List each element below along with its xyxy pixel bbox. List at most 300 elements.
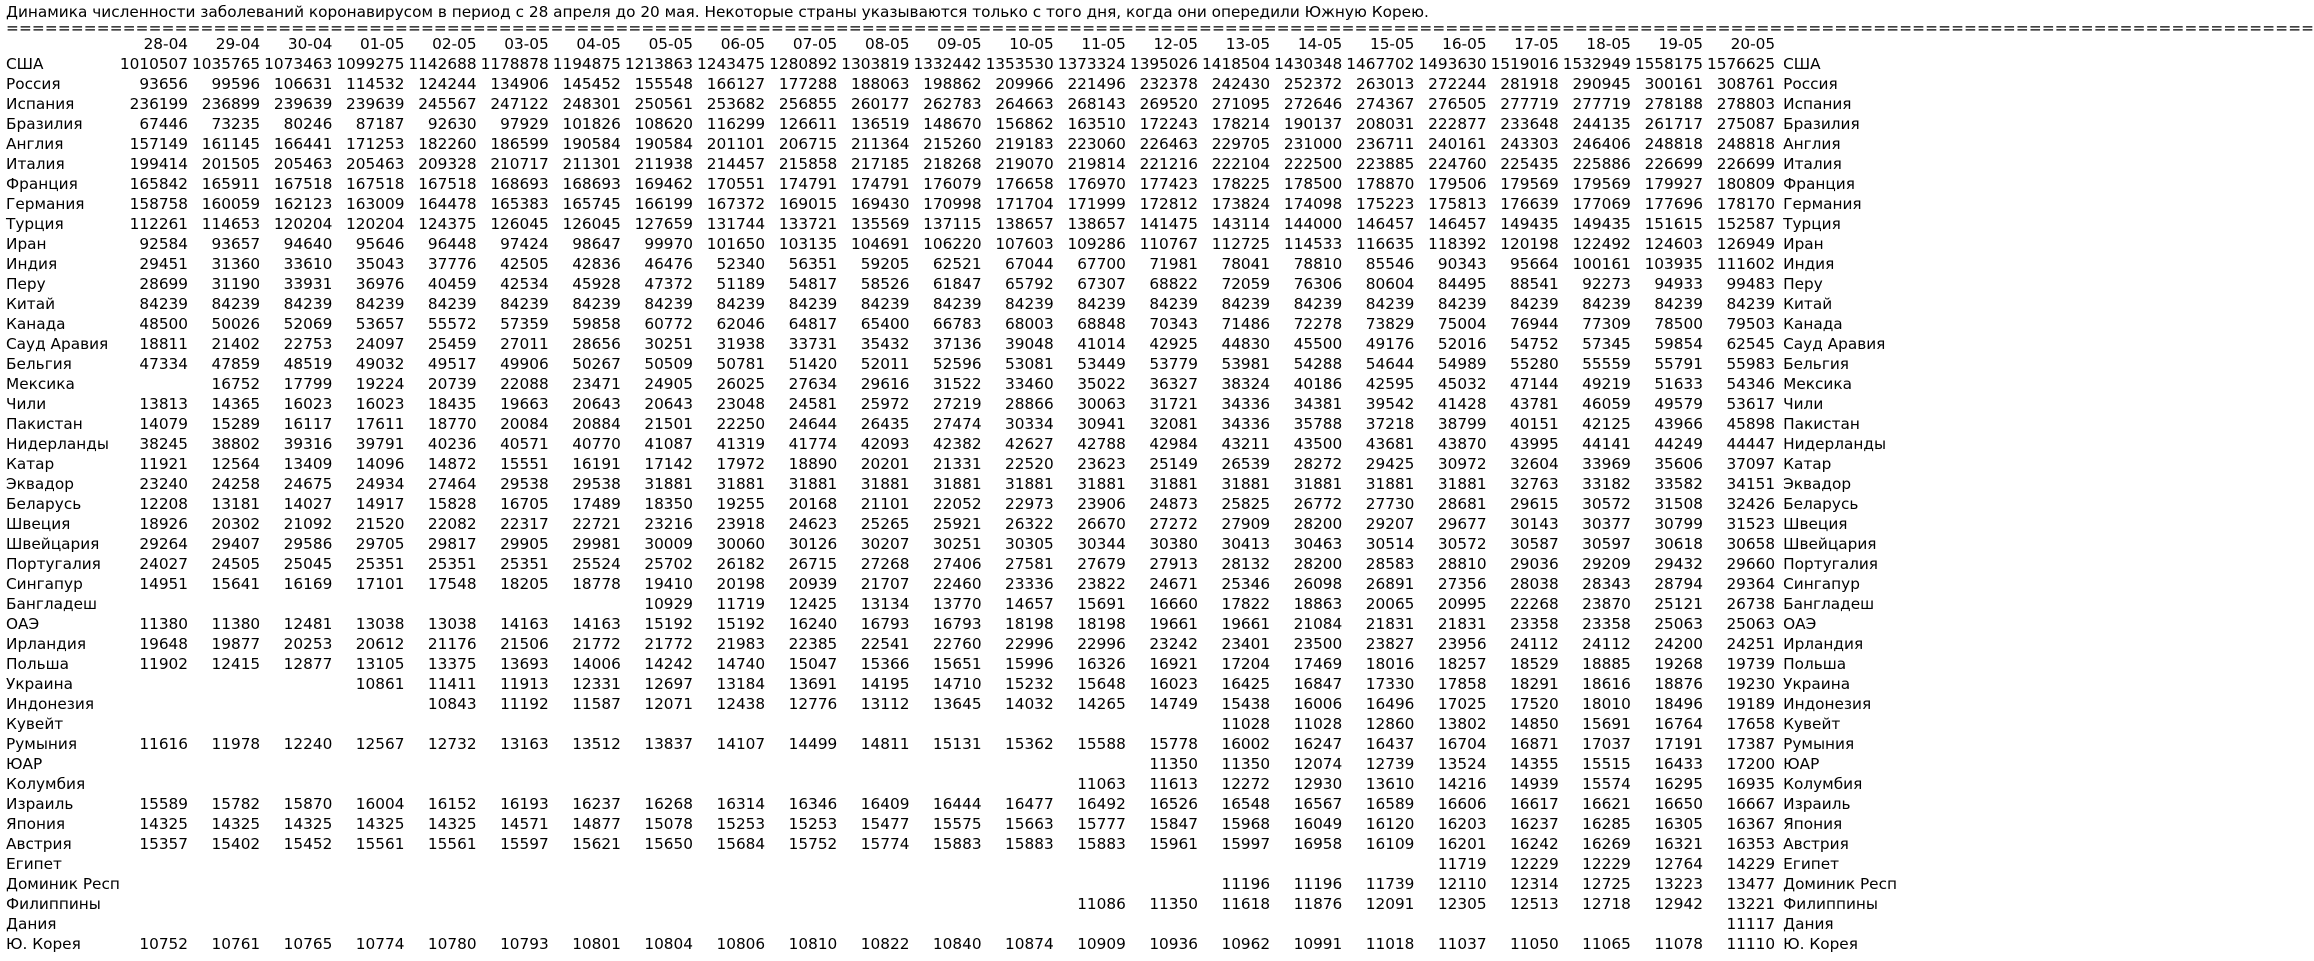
case-count-cell: 30941	[1077, 415, 1126, 433]
case-count-cell: 25524	[572, 555, 621, 573]
country-name: Турция	[6, 215, 64, 233]
case-count-cell: 35432	[860, 335, 910, 353]
case-count-cell: 17469	[1293, 655, 1343, 673]
case-count-cell: 14877	[572, 815, 621, 833]
table-row	[6, 414, 1897, 434]
country-name: Португалия	[6, 555, 101, 573]
case-count-cell: 26670	[1077, 515, 1126, 533]
case-count-cell: 41014	[1077, 335, 1126, 353]
case-count-cell: 55791	[1654, 355, 1703, 373]
case-count-cell: 151615	[1644, 215, 1703, 233]
case-count-cell: 10936	[1149, 935, 1198, 953]
case-count-cell: 24644	[788, 415, 838, 433]
case-count-cell: 76944	[1510, 315, 1559, 333]
case-count-cell: 15996	[1005, 655, 1054, 673]
case-count-cell: 164478	[418, 195, 477, 213]
case-count-cell: 210717	[490, 155, 549, 173]
case-count-cell: 14939	[1510, 775, 1559, 793]
country-name: Румыния	[6, 735, 78, 753]
case-count-cell: 274367	[1356, 95, 1415, 113]
case-count-cell: 43211	[1221, 435, 1271, 453]
case-count-cell: 15650	[644, 835, 694, 853]
case-count-cell: 165911	[201, 175, 261, 193]
case-count-cell: 222104	[1211, 155, 1271, 173]
case-count-cell: 178170	[1716, 195, 1776, 213]
case-count-cell: 15648	[1077, 675, 1126, 693]
case-count-cell: 14096	[355, 455, 405, 473]
case-count-cell: 209328	[418, 155, 477, 173]
country-name: Германия	[6, 195, 85, 213]
case-count-cell: 127659	[634, 215, 694, 233]
case-count-cell: 30572	[1582, 495, 1631, 513]
case-count-cell: 169015	[778, 195, 838, 213]
case-count-cell: 29677	[1437, 515, 1487, 533]
case-count-cell: 14242	[644, 655, 694, 673]
case-count-cell: 12739	[1365, 755, 1415, 773]
case-count-cell: 24027	[139, 555, 189, 573]
case-count-cell: 271095	[1211, 95, 1271, 113]
case-count-cell: 14325	[355, 815, 405, 833]
case-count-cell: 84239	[644, 295, 694, 313]
case-count-cell: 15651	[932, 655, 982, 673]
case-count-cell: 14710	[932, 675, 982, 693]
case-count-cell: 18770	[427, 415, 477, 433]
case-count-cell: 24581	[788, 395, 838, 413]
case-count-cell: 15402	[211, 835, 261, 853]
case-count-cell: 168693	[562, 175, 621, 193]
case-count-cell	[336, 774, 408, 794]
case-count-cell: 22996	[1005, 635, 1054, 653]
case-count-cell: 17330	[1365, 675, 1415, 693]
case-count-cell	[986, 774, 1058, 794]
case-count-cell: 31881	[932, 475, 982, 493]
case-count-cell: 62521	[932, 255, 982, 273]
case-count-cell: 171253	[346, 135, 405, 153]
case-count-cell: 19663	[500, 395, 549, 413]
case-count-cell: 72278	[1293, 315, 1343, 333]
case-count-cell: 167518	[346, 175, 405, 193]
case-count-cell: 11739	[1365, 875, 1415, 893]
case-count-cell: 15997	[1221, 835, 1271, 853]
case-count-cell: 15438	[1221, 695, 1271, 713]
case-count-cell: 179506	[1428, 175, 1487, 193]
case-count-cell: 29615	[1510, 495, 1559, 513]
case-count-cell: 61847	[932, 275, 982, 293]
case-count-cell: 1353530	[985, 55, 1054, 73]
case-count-cell: 30413	[1221, 535, 1271, 553]
country-name: Чили	[6, 395, 47, 413]
case-count-cell: 215858	[778, 155, 838, 173]
case-count-cell: 14749	[1149, 695, 1198, 713]
case-count-cell: 240161	[1428, 135, 1487, 153]
case-count-cell	[120, 714, 192, 734]
case-count-cell: 118392	[1428, 235, 1487, 253]
case-count-cell: 15752	[788, 835, 838, 853]
case-count-cell: 14325	[427, 815, 477, 833]
case-count-cell	[192, 674, 264, 694]
case-count-cell: 25921	[932, 515, 982, 533]
table-row	[6, 834, 1897, 854]
case-count-cell: 281918	[1500, 75, 1559, 93]
case-count-cell: 1142688	[408, 55, 477, 73]
case-count-cell: 84239	[1005, 295, 1054, 313]
case-count-cell: 30344	[1077, 535, 1126, 553]
case-count-cell: 272244	[1428, 75, 1487, 93]
case-count-cell: 36976	[355, 275, 405, 293]
case-count-cell: 30572	[1437, 535, 1487, 553]
case-count-cell: 39791	[355, 435, 405, 453]
case-count-cell: 37776	[427, 255, 477, 273]
table-row	[6, 434, 1897, 454]
country-name: Беларусь	[6, 495, 82, 513]
case-count-cell	[913, 774, 985, 794]
case-count-cell: 10861	[355, 675, 405, 693]
case-count-cell: 42925	[1149, 335, 1198, 353]
case-count-cell: 28200	[1293, 515, 1343, 533]
country-name: Швеция	[6, 515, 71, 533]
case-count-cell: 15621	[572, 835, 621, 853]
case-count-cell: 38245	[139, 435, 189, 453]
case-count-cell	[553, 774, 625, 794]
date-header-row	[6, 34, 1897, 54]
case-count-cell	[769, 754, 841, 774]
case-count-cell: 260177	[851, 95, 910, 113]
case-count-cell: 36327	[1149, 375, 1198, 393]
case-count-cell	[1130, 914, 1202, 934]
case-count-cell	[625, 914, 697, 934]
case-count-cell: 31360	[211, 255, 261, 273]
country-name: Украина	[6, 675, 73, 693]
case-count-cell: 41428	[1437, 395, 1487, 413]
case-count-cell: 30514	[1365, 535, 1415, 553]
case-count-cell: 244135	[1572, 115, 1631, 133]
country-name-right: Россия	[1783, 75, 1838, 93]
case-count-cell: 217185	[851, 155, 910, 173]
case-count-cell: 205463	[346, 155, 405, 173]
case-count-cell: 13134	[860, 595, 910, 613]
case-count-cell: 19410	[644, 575, 694, 593]
case-count-cell: 11902	[139, 655, 189, 673]
case-count-cell: 169430	[851, 195, 910, 213]
case-count-cell: 27581	[1005, 555, 1054, 573]
case-count-cell: 24505	[211, 555, 261, 573]
case-count-cell	[1202, 854, 1274, 874]
case-count-cell: 16589	[1365, 795, 1415, 813]
case-count-cell: 276505	[1428, 95, 1487, 113]
case-count-cell: 23906	[1077, 495, 1126, 513]
case-count-cell: 66783	[932, 315, 982, 333]
case-count-cell: 106631	[273, 75, 333, 93]
table-row	[6, 794, 1897, 814]
case-count-cell: 201101	[706, 135, 766, 153]
case-count-cell: 16606	[1437, 795, 1487, 813]
case-count-cell: 28583	[1365, 555, 1415, 573]
case-count-cell: 133721	[778, 215, 838, 233]
case-count-cell: 43870	[1437, 435, 1487, 453]
table-row	[6, 494, 1897, 514]
case-count-cell: 16353	[1726, 835, 1776, 853]
case-count-cell: 277719	[1572, 95, 1631, 113]
case-count-cell: 19189	[1726, 695, 1776, 713]
country-name-right: Украина	[1783, 675, 1851, 693]
country-name: ОАЭ	[6, 615, 40, 633]
case-count-cell	[841, 894, 913, 914]
case-count-cell: 246406	[1572, 135, 1631, 153]
case-count-cell: 26539	[1221, 455, 1271, 473]
case-count-cell: 84239	[139, 295, 189, 313]
case-count-cell: 18496	[1654, 695, 1703, 713]
case-count-cell: 42125	[1582, 415, 1631, 433]
case-count-cell: 22052	[932, 495, 982, 513]
case-count-cell: 30618	[1654, 535, 1703, 553]
case-count-cell: 44141	[1582, 435, 1631, 453]
case-count-cell: 21831	[1365, 615, 1415, 633]
case-count-cell: 31881	[716, 475, 766, 493]
case-count-cell: 45928	[572, 275, 621, 293]
case-count-cell: 11876	[1293, 895, 1343, 913]
country-name: Сауд Аравия	[6, 335, 109, 353]
case-count-cell: 272646	[1283, 95, 1343, 113]
case-count-cell	[913, 714, 985, 734]
case-count-cell: 16650	[1654, 795, 1703, 813]
case-count-cell: 20168	[788, 495, 838, 513]
case-count-cell: 14325	[139, 815, 189, 833]
case-count-cell: 18257	[1437, 655, 1487, 673]
case-count-cell: 14571	[500, 815, 549, 833]
case-count-cell: 14872	[427, 455, 477, 473]
case-count-cell	[913, 874, 985, 894]
case-count-cell: 223060	[1067, 135, 1126, 153]
country-name: Колумбия	[6, 775, 86, 793]
case-count-cell: 59858	[572, 315, 621, 333]
case-count-cell: 12229	[1510, 855, 1559, 873]
case-count-cell: 84239	[355, 295, 405, 313]
case-count-cell: 19877	[211, 635, 261, 653]
case-count-cell: 28038	[1510, 575, 1559, 593]
case-count-cell	[264, 914, 336, 934]
case-count-cell: 21084	[1293, 615, 1343, 633]
case-count-cell: 52340	[716, 255, 766, 273]
date-header-09-05: 09-05	[937, 35, 982, 53]
case-count-cell: 16285	[1582, 815, 1631, 833]
country-name-right: Англия	[1783, 135, 1841, 153]
case-count-cell: 277719	[1500, 95, 1559, 113]
case-count-cell: 39048	[1005, 335, 1054, 353]
case-count-cell: 174791	[851, 175, 910, 193]
case-count-cell: 77309	[1582, 315, 1631, 333]
case-count-cell: 11110	[1726, 935, 1776, 953]
case-count-cell: 43781	[1510, 395, 1559, 413]
case-count-cell: 30799	[1654, 515, 1703, 533]
case-count-cell: 29264	[139, 535, 189, 553]
case-count-cell: 21772	[644, 635, 694, 653]
case-count-cell: 15774	[860, 835, 910, 853]
case-count-cell: 30377	[1582, 515, 1631, 533]
case-count-cell: 135569	[851, 215, 910, 233]
case-count-cell: 308761	[1716, 75, 1776, 93]
case-count-cell: 20302	[211, 515, 261, 533]
case-count-cell: 97929	[500, 115, 549, 133]
case-count-cell: 173824	[1211, 195, 1271, 213]
case-count-cell: 29586	[283, 535, 333, 553]
case-count-cell: 21101	[860, 495, 910, 513]
country-name-right: Доминик Респ	[1783, 875, 1898, 893]
table-row	[6, 674, 1897, 694]
case-count-cell: 23240	[139, 475, 189, 493]
case-count-cell: 18616	[1582, 675, 1631, 693]
case-count-cell	[986, 894, 1058, 914]
case-count-cell	[481, 874, 553, 894]
case-count-cell: 14499	[788, 735, 838, 753]
case-count-cell: 174791	[778, 175, 838, 193]
case-count-cell: 30251	[644, 335, 694, 353]
case-count-cell: 27679	[1077, 555, 1126, 573]
case-count-cell: 16667	[1726, 795, 1776, 813]
case-count-cell: 33610	[283, 255, 333, 273]
case-count-cell: 10793	[500, 935, 549, 953]
case-count-cell	[264, 594, 336, 614]
table-row	[6, 74, 1897, 94]
table-row	[6, 54, 1897, 74]
case-count-cell: 23401	[1221, 635, 1271, 653]
date-header-18-05: 18-05	[1586, 35, 1631, 53]
country-name-right: Эквадор	[1783, 475, 1852, 493]
case-count-cell: 54752	[1510, 335, 1559, 353]
case-count-cell	[769, 714, 841, 734]
case-count-cell: 14006	[572, 655, 621, 673]
case-count-cell: 1243475	[697, 55, 766, 73]
case-count-cell: 31522	[932, 375, 982, 393]
case-count-cell: 21831	[1437, 615, 1487, 633]
case-count-cell: 27268	[860, 555, 910, 573]
case-count-cell: 226699	[1716, 155, 1776, 173]
case-count-cell: 15782	[211, 795, 261, 813]
case-count-cell: 11028	[1221, 715, 1271, 733]
case-count-cell: 16240	[788, 615, 838, 633]
case-count-cell: 10806	[716, 935, 766, 953]
case-count-cell: 190584	[634, 135, 694, 153]
case-count-cell: 51633	[1654, 375, 1703, 393]
case-count-cell: 16409	[860, 795, 910, 813]
case-count-cell: 172812	[1139, 195, 1198, 213]
case-count-cell: 15684	[716, 835, 766, 853]
case-count-cell: 16023	[355, 395, 405, 413]
case-count-cell: 16793	[932, 615, 982, 633]
case-count-cell: 11380	[139, 615, 189, 633]
case-count-cell	[769, 854, 841, 874]
case-count-cell: 72059	[1221, 275, 1271, 293]
case-count-cell: 21983	[716, 635, 766, 653]
country-name-right: Египет	[1783, 855, 1840, 873]
country-name: Китай	[6, 295, 56, 313]
case-count-cell: 19255	[716, 495, 766, 513]
case-count-cell: 15477	[860, 815, 910, 833]
case-count-cell: 226463	[1139, 135, 1198, 153]
case-count-cell: 99970	[644, 235, 694, 253]
case-count-cell: 1073463	[264, 55, 333, 73]
case-count-cell: 10843	[427, 695, 477, 713]
case-count-cell: 22082	[427, 515, 477, 533]
case-count-cell: 11921	[139, 455, 189, 473]
case-count-cell: 120204	[346, 215, 405, 233]
case-count-cell: 13802	[1437, 715, 1487, 733]
case-count-cell: 178225	[1211, 175, 1271, 193]
case-count-cell: 16752	[211, 375, 261, 393]
case-count-cell: 29407	[211, 535, 261, 553]
case-count-cell: 88541	[1510, 275, 1559, 293]
case-count-cell: 17658	[1726, 715, 1776, 733]
case-count-cell	[841, 914, 913, 934]
case-count-cell: 20939	[788, 575, 838, 593]
case-count-cell: 1303819	[841, 55, 910, 73]
case-count-cell	[553, 874, 625, 894]
case-count-cell	[264, 874, 336, 894]
case-count-cell: 109286	[1067, 235, 1126, 253]
country-name: Нидерланды	[6, 435, 109, 453]
case-count-cell: 11719	[716, 595, 766, 613]
case-count-cell: 24200	[1654, 635, 1703, 653]
case-count-cell: 155548	[634, 75, 694, 93]
case-count-cell: 218268	[923, 155, 982, 173]
case-count-cell: 16023	[1149, 675, 1198, 693]
case-count-cell: 15883	[932, 835, 982, 853]
case-count-cell: 100161	[1572, 255, 1631, 273]
case-count-cell: 15589	[139, 795, 189, 813]
case-count-cell: 222500	[1283, 155, 1343, 173]
case-count-cell: 13221	[1726, 895, 1776, 913]
case-count-cell: 16764	[1654, 715, 1703, 733]
date-header-19-05: 19-05	[1658, 35, 1703, 53]
case-count-cell: 26772	[1293, 495, 1343, 513]
case-count-cell: 231000	[1283, 135, 1343, 153]
case-count-cell	[120, 854, 192, 874]
case-count-cell: 15357	[139, 835, 189, 853]
case-count-cell: 175223	[1356, 195, 1415, 213]
case-count-cell: 76306	[1293, 275, 1343, 293]
case-count-cell: 13184	[716, 675, 766, 693]
case-count-cell: 16704	[1437, 735, 1487, 753]
case-count-cell: 47372	[644, 275, 694, 293]
case-count-cell: 54817	[788, 275, 838, 293]
case-count-cell: 24097	[355, 335, 405, 353]
case-count-cell: 12240	[283, 735, 333, 753]
case-count-cell: 42984	[1149, 435, 1198, 453]
country-name: Бангладеш	[6, 595, 98, 613]
case-count-cell: 178214	[1211, 115, 1271, 133]
case-count-cell: 12438	[716, 695, 766, 713]
case-count-cell: 92273	[1582, 275, 1631, 293]
case-count-cell	[553, 714, 625, 734]
case-count-cell: 15561	[355, 835, 405, 853]
case-count-cell: 34336	[1221, 415, 1271, 433]
case-count-cell: 17142	[644, 455, 694, 473]
case-count-cell: 50509	[644, 355, 694, 373]
case-count-cell: 43500	[1293, 435, 1343, 453]
case-count-cell: 15362	[1005, 735, 1054, 753]
case-count-cell: 84239	[860, 295, 910, 313]
case-count-cell: 16958	[1293, 835, 1343, 853]
case-count-cell: 57359	[500, 315, 549, 333]
case-count-cell: 239639	[273, 95, 333, 113]
country-name: Швейцария	[6, 535, 100, 553]
case-count-cell	[625, 854, 697, 874]
case-count-cell: 25063	[1726, 615, 1776, 633]
case-count-cell: 18926	[139, 515, 189, 533]
case-count-cell: 1467702	[1346, 55, 1415, 73]
case-count-cell: 28794	[1654, 575, 1703, 593]
date-header-14-05: 14-05	[1297, 35, 1343, 53]
case-count-cell: 16321	[1654, 835, 1703, 853]
